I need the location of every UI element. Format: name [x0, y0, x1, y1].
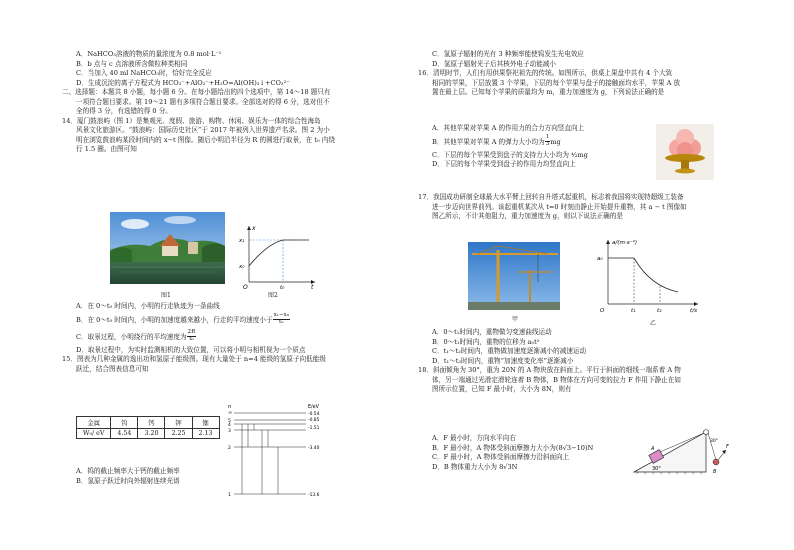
- t-axis-label: t: [311, 284, 314, 291]
- x0-label: x₀: [239, 264, 245, 270]
- q18-stem-line1: 18．斜面倾角为 30°，重为 20N 的 A 物块放在斜面上。平行于斜面的细线一端系着 A 物: [418, 366, 681, 375]
- q14b-denominator: t₀: [279, 319, 284, 326]
- q14-option-b: [62, 312, 392, 329]
- q18-option-a: A．F 最小时，方向水平向右: [432, 434, 516, 442]
- table-cell: 金属: [77, 417, 111, 429]
- energy-level-diagram: [228, 402, 328, 502]
- force-f-label: F: [726, 444, 729, 450]
- svg-text:3: 3: [228, 429, 231, 434]
- t2-label: t₂: [657, 308, 662, 314]
- q17-stem-line1: 17．我国成功研制全球最大水平臂上回转自升塔式起重机，标志着我国将实现特超级工装备: [418, 193, 684, 201]
- level-value: -13.6: [308, 493, 320, 498]
- t0-label: t₀: [280, 285, 285, 291]
- q15-options-ab: [62, 467, 392, 486]
- q13-option-d: D．生成沉淀的离子方程式为 HCO₃⁻+AlO₂⁻+H₂O=Al(OH)₃↓+CO₃²⁻: [76, 78, 290, 87]
- q15-option-c: C．氢原子辐射的光有 3 种频率能使钨发生光电效应: [432, 50, 584, 58]
- figure-jia-caption: 甲: [512, 316, 519, 323]
- q13-option-b: B．b 点与 c 点溶液所含微粒种类相同: [76, 59, 188, 68]
- q18-stem-line3: 图所示位置，已知 F 最小时，大小为 8N，则有: [432, 385, 572, 394]
- table-cell: 2.13: [192, 429, 219, 439]
- level-value: -3.40: [308, 446, 320, 451]
- q18-options: [418, 434, 638, 472]
- t1-label: t₁: [631, 308, 636, 314]
- level-unit-label: E/eV: [308, 405, 319, 410]
- q13-option-c: C．当加入 40 ml NaHCO₃时，恰好完全反应: [76, 69, 212, 78]
- q14b-numerator: x₁−x₀: [273, 312, 290, 319]
- q14-stem-line4: 行 1.5 圈。由图可知: [76, 145, 137, 154]
- figure-yi-caption: 乙: [650, 320, 657, 327]
- x-axis-label: x: [252, 225, 256, 232]
- q15-stem-line2: 跃迁，结合图表信息可知: [76, 364, 149, 373]
- q13-option-a: A．NaHCO₃溶液的物质的量浓度为 0.8 mol·L⁻¹: [76, 50, 222, 58]
- q14-options: [62, 302, 392, 374]
- x1-label: x₁: [239, 238, 245, 244]
- q14-option-c: [62, 329, 392, 346]
- block-b-label: B: [713, 469, 717, 475]
- q17-stem: [418, 193, 743, 222]
- x-t-graph: [237, 222, 317, 292]
- q15-option-b: B．氢原子跃迁时向外辐射连续光谱: [76, 476, 180, 485]
- work-function-table: [76, 416, 220, 439]
- q14-stem-line3: 明在浏览鼓浪屿某段时间内的 x−t 图像。随后小明沿半径为 R 的圆进行取景，在 t₀ 内绕: [76, 135, 335, 144]
- table-cell: 2.25: [165, 429, 192, 439]
- section2-intro-line3: 全的得 3 分，有选错的得 0 分。: [76, 107, 172, 116]
- left-column: [62, 50, 392, 155]
- a0-label: a₀: [597, 256, 603, 262]
- table-cell: 钨: [111, 417, 138, 429]
- q17-stem-line2: 进一步迈向世界前列。该起重机某次从 t=0 时刻由静止开始提升重物，其 a − t 图像如: [432, 202, 687, 211]
- q18-option-d: D．B 物体重力大小为 8√3N: [432, 462, 518, 471]
- block-a-label: A: [651, 446, 655, 452]
- table-cell: 3.20: [138, 429, 165, 439]
- incline-diagram: [630, 424, 732, 476]
- q16-stem-line1: 16．清明时节，人们有用供果祭祀祖先的传统。如图所示，供桌上果盘中共有 4 个大致: [418, 69, 673, 78]
- q16-option-c: C．下层的每个苹果受到盘子的支持力大小均为 ⁴⁄₃mg: [432, 150, 588, 159]
- q16-option-b-tail: mg: [550, 137, 561, 146]
- a-axis-label: a/(m·s⁻²): [612, 240, 638, 246]
- section2-intro-line1: 二、选择题：本题共 8 小题，每小题 6 分。在每小题给出的四个选项中，第 14～18 题只有: [62, 88, 331, 97]
- level-inf-label: ∞: [228, 410, 233, 416]
- incline-angle-label: 30°: [652, 466, 661, 472]
- t-axis-label: t/s: [690, 308, 697, 314]
- q14-option-b-fraction: [273, 313, 290, 325]
- table-cell: 铷: [192, 417, 219, 429]
- origin-label: O: [600, 308, 605, 314]
- q17-options: [418, 328, 743, 395]
- q16b-numerator: 1: [545, 134, 550, 141]
- q17-option-b: B．0～t₁时间内，重物的位移为 a₀t²: [432, 337, 540, 346]
- q14-option-a: A．在 0～t₀ 时间内，小明的行走轨迹为一条曲线: [76, 302, 220, 310]
- q16b-denominator: 3: [545, 141, 550, 148]
- crane-photo: [468, 242, 560, 310]
- q16-option-d: D．下层的每个苹果受到盘子的作用力均竖直向上: [432, 160, 576, 169]
- table-cell: W₀/ eV: [77, 429, 111, 439]
- right-column: [418, 50, 743, 98]
- q18-option-b: B．F 最小时，A 物体受斜面摩擦力大小为(8√3−10)N: [432, 443, 594, 452]
- q14-option-b-text: B．在 0～t₀ 时间内，小明的加速度越来越小，行走的平均速度小于: [76, 315, 273, 324]
- svg-text:5: 5: [228, 419, 231, 424]
- figure2-caption: 图2: [268, 292, 278, 299]
- svg-text:1: 1: [228, 493, 231, 498]
- q16-options: [418, 124, 648, 170]
- q18-option-c: C．F 最小时，A 物体受斜面摩擦力沿斜面向上: [432, 453, 570, 462]
- q17-stem-line3: 图乙所示，不计其他阻力，重力加速度为 g，则以下说法正确的是: [432, 212, 623, 221]
- q14-option-d: D．取景过程中，为实时监测相机的大致位置，可以将小明与相机视为一个质点: [76, 345, 306, 354]
- table-cell: 钾: [165, 417, 192, 429]
- q14c-numerator: 2R: [187, 329, 196, 336]
- q14-option-c-text: C．取景过程，小明绕行的平均速度为: [76, 332, 187, 341]
- gulangyu-photo: [110, 212, 225, 284]
- q17-option-d: D．t₁～t₂时间内，重物“加速度变化率”逐渐减小: [432, 356, 574, 365]
- q16-option-a: A．其他苹果对苹果 A 的作用力的合力方向竖直向上: [432, 124, 585, 132]
- section2-intro-line2: 一项符合题目要求。第 19～21 题有多项符合题目要求。全部选对的得 6 分，选对但不: [76, 97, 330, 106]
- apple-plate-image: [656, 124, 714, 180]
- q18-stem-line2: 体，另一端通过光滑定滑轮连着 B 物体，B 物体在方向可变的拉力 F 作用下静止在如: [432, 375, 681, 384]
- rope-angle-label: 30°: [710, 439, 718, 444]
- q16-option-b-text: B．其他苹果对苹果 A 的弹力大小均为: [432, 137, 545, 146]
- q15-stem-line1: 15．图表为几种金属的逸出功和氢原子能级图。现有大量处于 n=4 能级的氢原子向低能级: [62, 355, 326, 364]
- q14c-denominator: t₀: [189, 336, 194, 343]
- q14-option-c-fraction: [187, 330, 197, 342]
- origin-label: O: [243, 284, 248, 291]
- q15-option-a: A．钨的截止频率大于钙的截止频率: [76, 467, 180, 475]
- q14-stem-line1: 14．厦门鼓浪屿（图 1）是集观光、度假、旅游、购物、休闲、娱乐为一体的综合性海岛: [62, 116, 321, 125]
- level-value: -0.85: [308, 418, 320, 423]
- table-cell: 钙: [138, 417, 165, 429]
- figure1-caption: 图1: [161, 292, 171, 299]
- q17-option-a: A．0～t₁时间内，重物做匀变速曲线运动: [432, 328, 552, 336]
- q16-stem-line3: 置在最上层。已知每个苹果的质量均为 m，重力加速度为 g，下列说法正确的是: [432, 88, 665, 97]
- svg-text:2: 2: [228, 446, 231, 451]
- q16-stem-line2: 相同的苹果，下层放置 3 个苹果，下层的每个苹果与盘子的接触面均水平，苹果 A 放: [432, 78, 681, 87]
- table-cell: 4.54: [111, 429, 138, 439]
- level-value: -1.51: [308, 426, 320, 431]
- q17-option-c: C．t₁～t₂时间内，重物做加速度逐渐减小的减速运动: [432, 347, 587, 356]
- q16-option-b: [418, 134, 648, 151]
- table-row: [77, 429, 220, 439]
- level-n-label: n: [228, 404, 232, 410]
- a-t-graph: [594, 236, 704, 316]
- q14-stem-line2: 风景文化旅游区。“鼓浪屿：国际历史社区”于 2017 年被列入世界遗产名录。图 2 为小: [76, 126, 330, 135]
- level-value: -0.54: [308, 412, 320, 417]
- table-header-row: [77, 417, 220, 429]
- svg-text:4: 4: [228, 423, 231, 428]
- q15-option-d: D．氢原子辐射光子后其核外电子动能减小: [432, 59, 556, 68]
